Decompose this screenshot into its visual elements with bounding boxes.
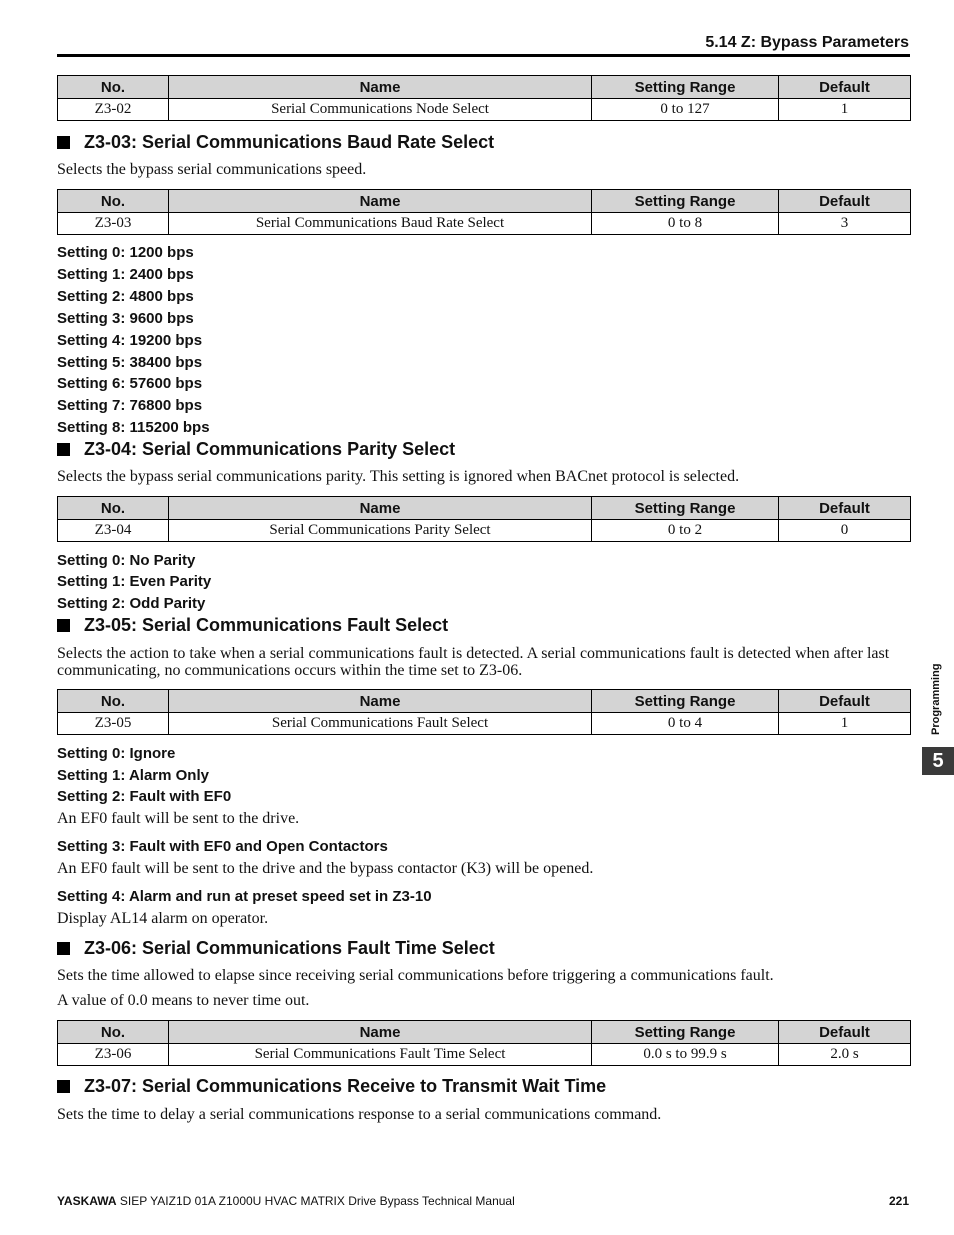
table-row <box>58 520 911 542</box>
param-table-z3-02 <box>57 75 911 121</box>
col-header-default: Default <box>779 76 911 99</box>
param-name: Serial Communications Node Select <box>169 99 592 121</box>
setting-item: Setting 0: Ignore <box>57 745 176 762</box>
setting-item: Setting 8: 115200 bps <box>57 419 210 436</box>
param-default: 0 <box>779 520 911 542</box>
col-header-range: Setting Range <box>592 690 779 713</box>
col-header-name: Name <box>169 497 592 520</box>
header-rule <box>57 54 910 57</box>
param-table-z3-04 <box>57 496 911 542</box>
param-name: Serial Communications Fault Select <box>169 713 592 735</box>
setting-item: Setting 4: 19200 bps <box>57 332 203 349</box>
setting-item: Setting 2: Fault with EF0 <box>57 788 232 805</box>
param-name: Serial Communications Fault Time Select <box>169 1044 592 1066</box>
col-header-no: No. <box>58 690 169 713</box>
section-heading-z3-03: Z3-03: Serial Communications Baud Rate Select <box>57 132 494 153</box>
param-name: Serial Communications Baud Rate Select <box>169 213 592 235</box>
param-default: 1 <box>779 99 911 121</box>
bullet-square-icon <box>57 1080 70 1093</box>
setting-item: Setting 1: Alarm Only <box>57 767 209 784</box>
manual-name: SIEP YAIZ1D 01A Z1000U HVAC MATRIX Drive Bypass Technical Manual <box>119 1194 515 1208</box>
col-header-name: Name <box>169 190 592 213</box>
col-header-range: Setting Range <box>592 1021 779 1044</box>
setting-item: Setting 1: Even Parity <box>57 573 212 590</box>
setting-item: Setting 7: 76800 bps <box>57 397 203 414</box>
col-header-name: Name <box>169 76 592 99</box>
section-description: A value of 0.0 means to never time out. <box>57 992 310 1009</box>
chapter-tab-number: 5 <box>922 747 954 775</box>
param-no: Z3-06 <box>58 1044 169 1066</box>
table-row <box>58 99 911 121</box>
col-header-no: No. <box>58 497 169 520</box>
section-heading-z3-04: Z3-04: Serial Communications Parity Select <box>57 439 455 460</box>
param-range: 0.0 s to 99.9 s <box>592 1044 779 1066</box>
setting-item: Setting 3: Fault with EF0 and Open Contactors <box>57 838 388 855</box>
col-header-default: Default <box>779 190 911 213</box>
param-range: 0 to 8 <box>592 213 779 235</box>
setting-item: Setting 5: 38400 bps <box>57 354 203 371</box>
table-row <box>58 713 911 735</box>
param-table-z3-03 <box>57 189 911 235</box>
col-header-name: Name <box>169 690 592 713</box>
table-row <box>58 213 911 235</box>
col-header-range: Setting Range <box>592 497 779 520</box>
setting-description: Display AL14 alarm on operator. <box>57 910 269 927</box>
col-header-default: Default <box>779 690 911 713</box>
setting-description: An EF0 fault will be sent to the drive. <box>57 810 300 827</box>
section-description: Sets the time to delay a serial communications response to a serial communications command. <box>57 1106 662 1123</box>
section-heading-z3-07: Z3-07: Serial Communications Receive to Transmit Wait Time <box>57 1076 606 1097</box>
param-table-z3-05 <box>57 689 911 735</box>
setting-item: Setting 3: 9600 bps <box>57 310 194 327</box>
param-table-z3-06 <box>57 1020 911 1066</box>
section-description: Sets the time allowed to elapse since receiving serial communications before triggering a communications fault. <box>57 967 774 984</box>
bullet-square-icon <box>57 619 70 632</box>
setting-item: Setting 0: No Parity <box>57 552 196 569</box>
setting-item: Setting 6: 57600 bps <box>57 375 203 392</box>
col-header-default: Default <box>779 497 911 520</box>
setting-item: Setting 1: 2400 bps <box>57 266 194 283</box>
section-description: Selects the bypass serial communications speed. <box>57 161 367 178</box>
page-section-title: 5.14 Z: Bypass Parameters <box>705 34 909 51</box>
section-description: Selects the action to take when a serial communications fault is detected. A serial communications fault is detected when after last communicating, no communications occurs within the time set to Z3-06. <box>57 645 890 679</box>
param-range: 0 to 4 <box>592 713 779 735</box>
param-default: 3 <box>779 213 911 235</box>
section-heading-z3-06: Z3-06: Serial Communications Fault Time Select <box>57 938 495 959</box>
setting-item: Setting 4: Alarm and run at preset speed set in Z3-10 <box>57 888 432 905</box>
param-name: Serial Communications Parity Select <box>169 520 592 542</box>
bullet-square-icon <box>57 942 70 955</box>
setting-item: Setting 0: 1200 bps <box>57 244 194 261</box>
col-header-no: No. <box>58 76 169 99</box>
col-header-no: No. <box>58 190 169 213</box>
param-no: Z3-04 <box>58 520 169 542</box>
param-default: 2.0 s <box>779 1044 911 1066</box>
bullet-square-icon <box>57 443 70 456</box>
col-header-no: No. <box>58 1021 169 1044</box>
param-default: 1 <box>779 713 911 735</box>
setting-item: Setting 2: 4800 bps <box>57 288 194 305</box>
col-header-name: Name <box>169 1021 592 1044</box>
param-no: Z3-02 <box>58 99 169 121</box>
col-header-range: Setting Range <box>592 76 779 99</box>
chapter-tab-label: Programming <box>930 663 942 735</box>
setting-item: Setting 2: Odd Parity <box>57 595 206 612</box>
table-row <box>58 1044 911 1066</box>
param-no: Z3-03 <box>58 213 169 235</box>
param-range: 0 to 127 <box>592 99 779 121</box>
section-description: Selects the bypass serial communications parity. This setting is ignored when BACnet protocol is selected. <box>57 468 740 485</box>
setting-description: An EF0 fault will be sent to the drive and the bypass contactor (K3) will be opened. <box>57 860 594 877</box>
param-range: 0 to 2 <box>592 520 779 542</box>
bullet-square-icon <box>57 136 70 149</box>
footer-manual-title <box>57 1194 515 1208</box>
col-header-default: Default <box>779 1021 911 1044</box>
param-no: Z3-05 <box>58 713 169 735</box>
brand-name: YASKAWA <box>57 1194 117 1208</box>
section-heading-z3-05: Z3-05: Serial Communications Fault Select <box>57 615 448 636</box>
page-number: 221 <box>888 1194 909 1208</box>
col-header-range: Setting Range <box>592 190 779 213</box>
